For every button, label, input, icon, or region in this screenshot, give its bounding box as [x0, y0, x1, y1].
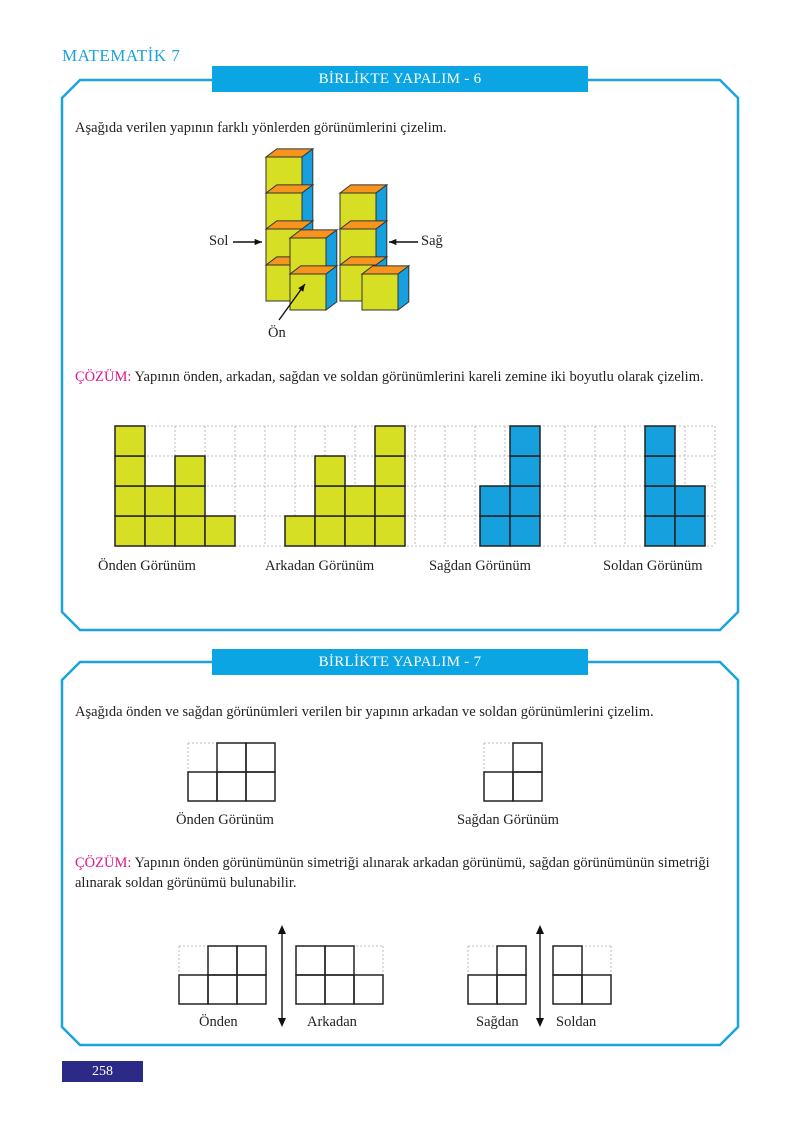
mirror-back-cell	[325, 975, 354, 1004]
right-arrow-label: Sağ	[421, 233, 443, 249]
mirror-label-right: Sağdan	[476, 1014, 519, 1030]
mirror-label-front: Önden	[199, 1014, 238, 1030]
view-label-back: Arkadan Görünüm	[265, 558, 375, 574]
mirror-left-cell	[553, 946, 582, 975]
activity7-prompt: Aşağıda önden ve sağdan görünümleri verilen bir yapının arkadan ve soldan görünümlerini çizelim.	[75, 704, 654, 720]
activity6-prompt: Aşağıda verilen yapının farklı yönlerden görünümlerini çizelim.	[75, 120, 447, 136]
symmetry-axis-1-up	[278, 925, 286, 934]
solution-text-7: Yapının önden görünümünün simetriği alınarak arkadan görünümü, sağdan görünümünün simetriği alınarak soldan görünümü bulunabilir.	[75, 855, 710, 891]
symmetry-axis-1-down	[278, 1018, 286, 1027]
given-front-label: Önden Görünüm	[176, 812, 274, 828]
mirror-front-cell	[237, 946, 266, 975]
given-front-cell	[217, 743, 246, 772]
given-front-cell	[246, 743, 275, 772]
given-right-label: Sağdan Görünüm	[457, 812, 559, 828]
mirror-right-cell	[468, 975, 497, 1004]
mirror-front-cell	[208, 975, 237, 1004]
mirror-label-left: Soldan	[556, 1014, 597, 1030]
left-arrow-label: Sol	[209, 233, 229, 249]
mirror-right-cell	[497, 975, 526, 1004]
given-front-cell	[188, 772, 217, 801]
activity6-title: BİRLİKTE YAPALIM - 6	[212, 66, 588, 92]
given-right-cell	[484, 772, 513, 801]
solution-label-7: ÇÖZÜM:	[75, 855, 132, 871]
given-front-cell	[246, 772, 275, 801]
activity7-title: BİRLİKTE YAPALIM - 7	[212, 649, 588, 675]
mirror-back-cell	[354, 975, 383, 1004]
mirror-front-cell	[179, 975, 208, 1004]
mirror-left-cell	[582, 975, 611, 1004]
mirror-front-cell	[237, 975, 266, 1004]
symmetry-axis-2-up	[536, 925, 544, 934]
view-label-right: Sağdan Görünüm	[429, 558, 531, 574]
mirror-left-cell	[553, 975, 582, 1004]
given-right-cell	[513, 772, 542, 801]
front-arrow-label: Ön	[268, 325, 286, 341]
solution-label: ÇÖZÜM:	[75, 369, 132, 385]
subject-header: MATEMATİK 7	[62, 46, 181, 65]
given-front-cell	[217, 772, 246, 801]
mirror-right-cell	[497, 946, 526, 975]
mirror-front-cell	[208, 946, 237, 975]
symmetry-axis-2-down	[536, 1018, 544, 1027]
page-number: 258	[62, 1061, 143, 1082]
mirror-back-cell	[296, 946, 325, 975]
given-right-cell	[513, 743, 542, 772]
mirror-back-cell	[296, 975, 325, 1004]
activity7-solution	[75, 853, 735, 893]
mirror-back-cell	[325, 946, 354, 975]
mirror-label-back: Arkadan	[307, 1014, 357, 1030]
solution-text: Yapının önden, arkadan, sağdan ve soldan görünümlerini kareli zemine iki boyutlu olarak çizelim.	[134, 369, 704, 385]
view-label-front: Önden Görünüm	[98, 558, 196, 574]
view-label-left: Soldan Görünüm	[603, 558, 703, 574]
